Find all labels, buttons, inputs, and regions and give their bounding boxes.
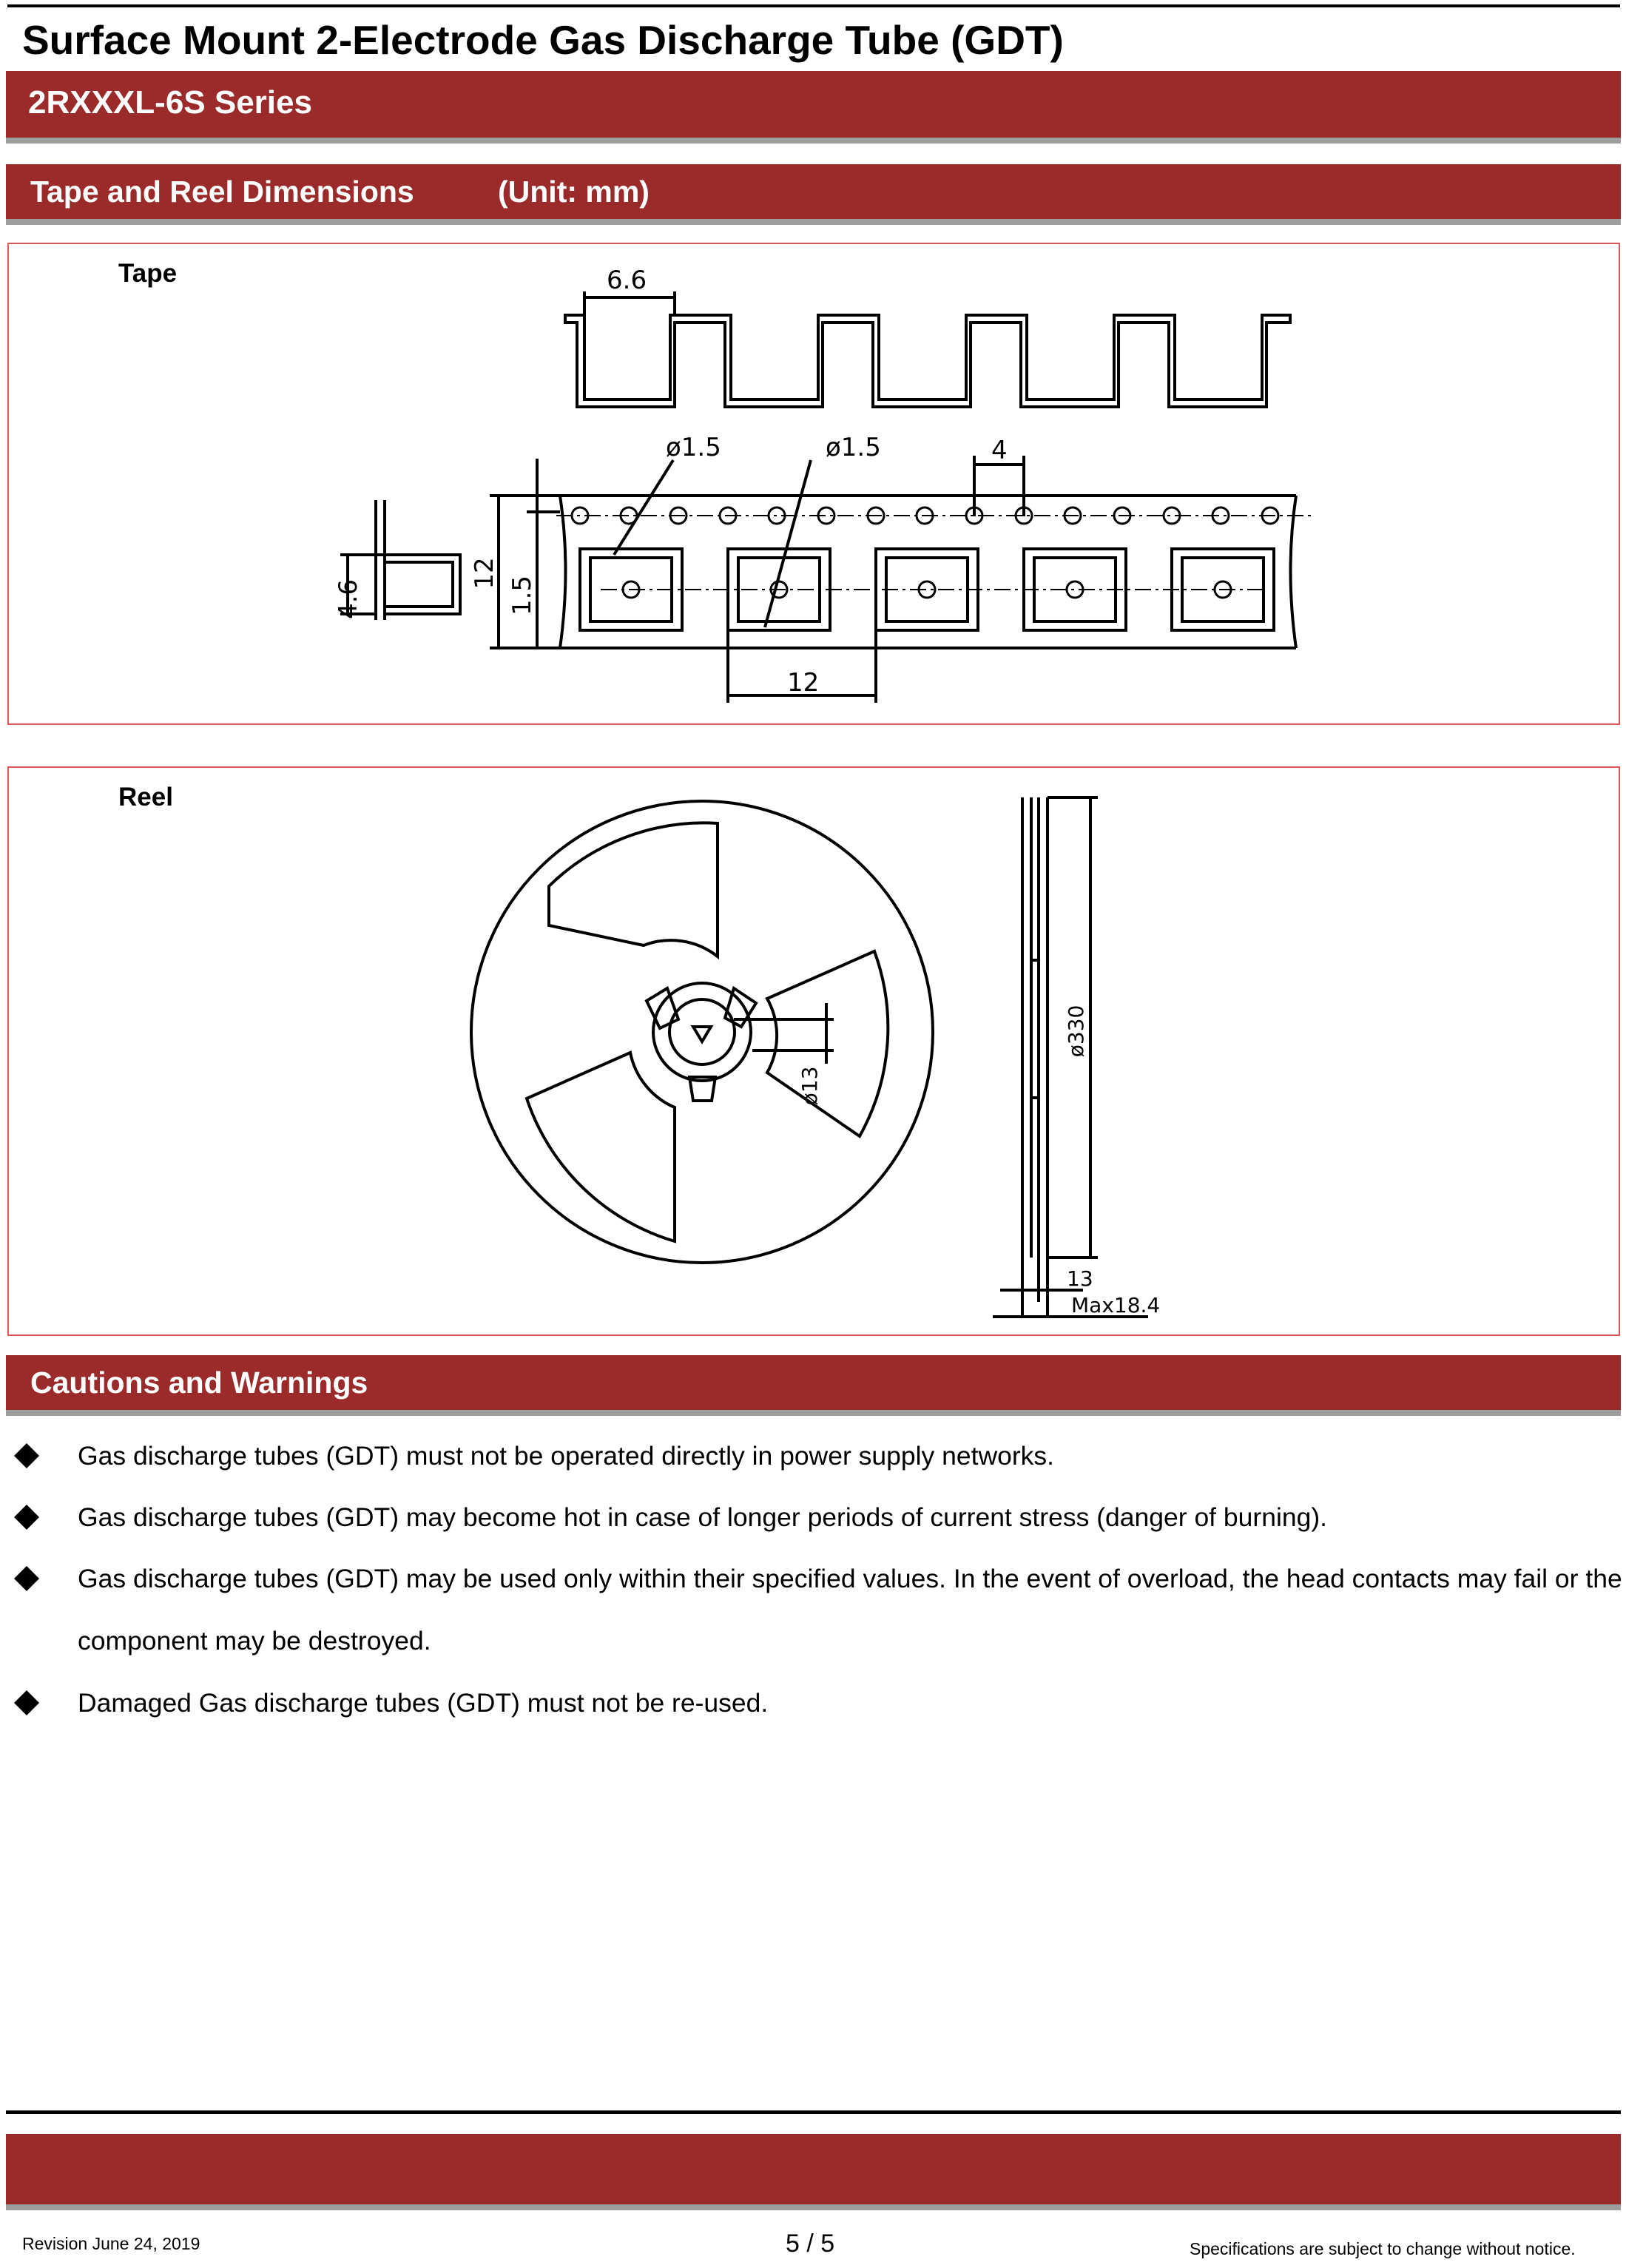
diamond-bullet-icon bbox=[14, 1566, 39, 1591]
diamond-bullet-icon bbox=[14, 1690, 39, 1715]
cautions-section-header bbox=[6, 1355, 1621, 1410]
dim-hole-pitch: 4 bbox=[991, 436, 1008, 465]
dim-height: 4.6 bbox=[334, 578, 363, 620]
dim-hub: ø13 bbox=[797, 1066, 822, 1106]
page-title: Surface Mount 2-Electrode Gas Discharge Tube (GDT) bbox=[22, 17, 1064, 63]
caution-text: Damaged Gas discharge tubes (GDT) must not be re-used. bbox=[78, 1688, 769, 1718]
dim-edge: 1.5 bbox=[507, 575, 537, 616]
tape-drawing bbox=[9, 244, 1619, 723]
series-banner bbox=[6, 71, 1621, 138]
dim-pocket-pitch: 12 bbox=[787, 668, 820, 698]
dim-hole-1: ø1.5 bbox=[666, 433, 721, 462]
caution-text: Gas discharge tubes (GDT) may become hot in case of longer periods of current stress (danger of burning). bbox=[78, 1502, 1328, 1532]
dim-pocket-width: 6.6 bbox=[607, 266, 647, 295]
tape-drawing-box bbox=[7, 243, 1620, 725]
caution-item bbox=[15, 1504, 1620, 1548]
caution-text: Gas discharge tubes (GDT) must not be operated directly in power supply networks. bbox=[78, 1441, 1055, 1471]
footer-banner bbox=[6, 2134, 1621, 2204]
dim-reel-max: Max18.4 bbox=[1071, 1293, 1161, 1317]
caution-item bbox=[15, 1565, 1620, 1676]
series-name: 2RXXXL-6S Series bbox=[28, 84, 312, 121]
reel-label: Reel bbox=[118, 783, 173, 811]
tape-reel-section-header bbox=[6, 164, 1621, 219]
tape-reel-heading: Tape and Reel Dimensions bbox=[30, 175, 414, 209]
top-rule bbox=[7, 4, 1620, 7]
dim-tape-width: 12 bbox=[470, 557, 499, 590]
caution-item bbox=[15, 1690, 1620, 1734]
tape-label: Tape bbox=[118, 259, 178, 288]
footer-rule bbox=[6, 2110, 1621, 2114]
dim-reel-width: 13 bbox=[1067, 1266, 1093, 1291]
caution-text: Gas discharge tubes (GDT) may be used only within their specified values. In the event of overload, the head contacts may fail or the component may be destroyed. bbox=[78, 1564, 1622, 1656]
revision-date: Revision June 24, 2019 bbox=[22, 2234, 200, 2253]
footer-notice: Specifications are subject to change without notice. bbox=[1190, 2239, 1576, 2258]
reel-drawing bbox=[9, 768, 1619, 1334]
page-number: 5 / 5 bbox=[786, 2230, 835, 2258]
dim-hole-2: ø1.5 bbox=[826, 433, 881, 462]
caution-item bbox=[15, 1442, 1620, 1487]
reel-drawing-box bbox=[7, 766, 1620, 1336]
dim-reel-diameter: ø330 bbox=[1064, 1005, 1088, 1058]
diamond-bullet-icon bbox=[14, 1443, 39, 1468]
diamond-bullet-icon bbox=[14, 1505, 39, 1530]
unit-label: (Unit: mm) bbox=[498, 175, 650, 209]
cautions-heading: Cautions and Warnings bbox=[30, 1366, 368, 1400]
